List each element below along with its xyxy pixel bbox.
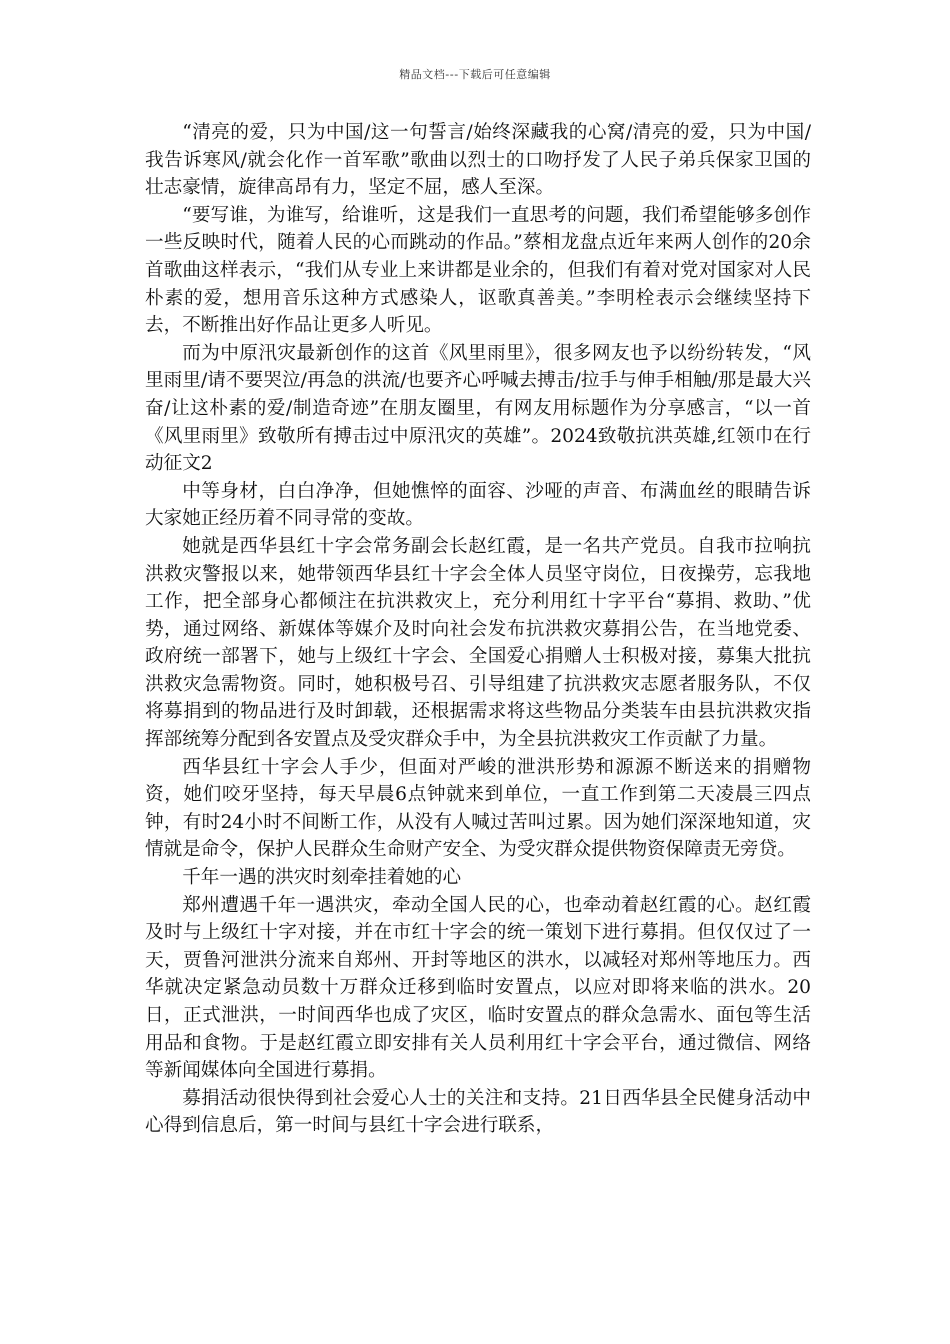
paragraph: 郑州遭遇千年一遇洪灾，牵动全国人民的心，也牵动着赵红霞的心。赵红霞及时与上级红十字对接，并在市红十字会的统一策划下进行募捐。但仅仅过了一天，贾鲁河泄洪分流来自郑州、开封等地区的洪水，以减轻对郑州等地压力。西华就决定紧急动员数十万群众迁移到临时安置点，以应对即将来临的洪水。20日，正式泄洪，一时间西华也成了灾区，临时安置点的群众急需水、面包等生活用品和食物。于是赵红霞立即安排有关人员利用红十字会平台，通过微信、网络等新闻媒体向全国进行募捐。: [145, 894, 811, 1082]
paragraph: 她就是西华县红十字会常务副会长赵红霞，是一名共产党员。自我市拉响抗洪救灾警报以来，她带领西华县红十字会全体人员坚守岗位，日夜操劳，忘我地工作，把全部身心都倾注在抗洪救灾上，充分利用红十字平台“募捐、救助、”优势，通过网络、新媒体等媒介及时向社会发布抗洪救灾募捐公告，在当地党委、政府统一部署下，她与上级红十字会、全国爱心捐赠人士积极对接，募集大批抗洪救灾急需物资。同时，她积极号召、引导组建了抗洪救灾志愿者服务队，不仅将募捐到的物品进行及时卸载，还根据需求将这些物品分类装车由县抗洪救灾指挥部统筹分配到各安置点及受灾群众手中，为全县抗洪救灾工作贡献了力量。: [145, 535, 811, 751]
paragraph: 而为中原汛灾最新创作的这首《风里雨里》，很多网友也予以纷纷转发，“风里雨里/请不要哭泣/再急的洪流/也要齐心呼喊去搏击/拉手与伸手相触/那是最大兴奋/让这朴素的爱/制造奇迹”在朋友圈里，有网友用标题作为分享感言，“以一首《风里雨里》致敬所有搏击过中原汛灾的英雄”。2024致敬抗洪英雄,红领巾在行动征文2: [145, 342, 811, 475]
paragraph: “清亮的爱，只为中国/这一句誓言/始终深藏我的心窝/清亮的爱，只为中国/我告诉寒风/就会化作一首军歌”歌曲以烈士的口吻抒发了人民子弟兵保家卫国的壮志豪情，旋律高昂有力，坚定不屈，感人至深。: [145, 122, 811, 199]
paragraph: 西华县红十字会人手少，但面对严峻的泄洪形势和源源不断送来的捐赠物资，她们咬牙坚持，每天早晨6点钟就来到单位，一直工作到第二天凌晨三四点钟，有时24小时不间断工作，从没有人喊过苦叫过累。因为她们深深地知道，灾情就是命令，保护人民群众生命财产安全、为受灾群众提供物资保障责无旁贷。: [145, 756, 811, 861]
page-header: 精品文档---下载后可任意编辑: [399, 68, 551, 81]
paragraph: 中等身材，白白净净，但她憔悴的面容、沙哑的声音、布满血丝的眼睛告诉大家她正经历着不同寻常的变故。: [145, 480, 811, 530]
section-heading: 千年一遇的洪灾时刻牵挂着她的心: [182, 867, 462, 889]
paragraph: “要写谁，为谁写，给谁听，这是我们一直思考的问题，我们希望能够多创作一些反映时代，随着人民的心而跳动的作品。”蔡相龙盘点近年来两人创作的20余首歌曲这样表示，“我们从专业上来讲都是业余的，但我们有着对党对国家对人民朴素的爱，想用音乐这种方式感染人，讴歌真善美。”李明栓表示会继续坚持下去，不断推出好作品让更多人听见。: [145, 204, 811, 337]
article-body: [145, 119, 811, 1140]
paragraph: 募捐活动很快得到社会爱心人士的关注和支持。21日西华县全民健身活动中心得到信息后，第一时间与县红十字会进行联系，: [145, 1087, 811, 1137]
